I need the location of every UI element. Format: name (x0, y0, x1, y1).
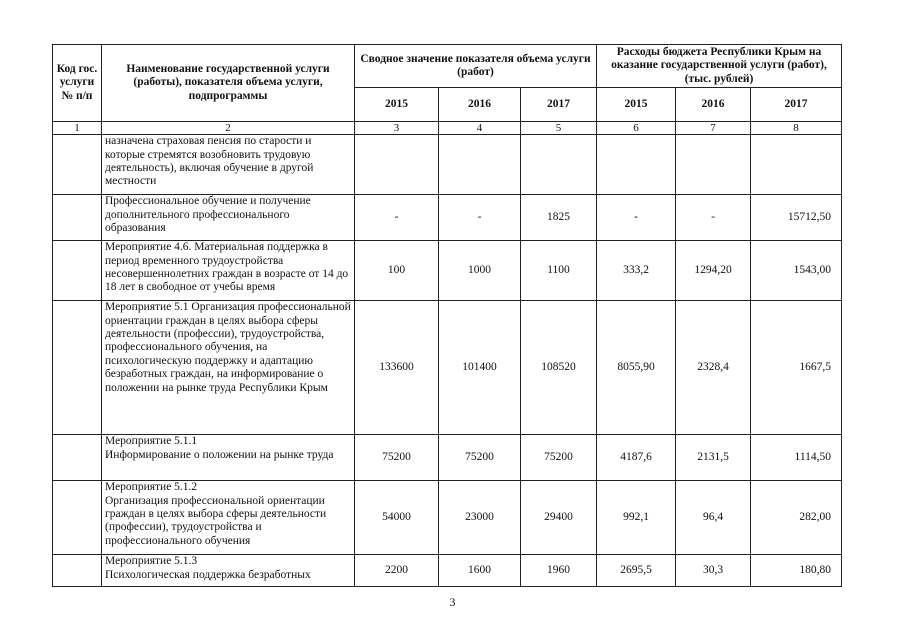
row-name: Профессиональное обучение и получение дополнительного профессионального образования (102, 195, 355, 241)
volume-2016 (439, 135, 521, 195)
budget-table (52, 44, 842, 587)
volume-2015: 75200 (355, 435, 439, 481)
budget-2015: - (597, 195, 676, 241)
budget-2017: 1543,00 (751, 241, 842, 301)
table-row (53, 135, 842, 195)
volume-2017: 1100 (521, 241, 597, 301)
volume-2017: 1960 (521, 555, 597, 587)
volume-2017: 29400 (521, 481, 597, 555)
table-row (53, 555, 842, 587)
row-name: Мероприятие 5.1.1 Информирование о положении на рынке труда (102, 435, 355, 481)
column-number: 8 (751, 122, 842, 135)
volume-2016: 1000 (439, 241, 521, 301)
table-row (53, 435, 842, 481)
header-year: 2016 (676, 88, 751, 122)
volume-2015: 2200 (355, 555, 439, 587)
table-row (53, 241, 842, 301)
budget-2015: 2695,5 (597, 555, 676, 587)
budget-2017: 180,80 (751, 555, 842, 587)
volume-2017: 108520 (521, 301, 597, 435)
budget-2016: 1294,20 (676, 241, 751, 301)
volume-2016: 75200 (439, 435, 521, 481)
volume-2015: 133600 (355, 301, 439, 435)
column-number: 1 (53, 122, 102, 135)
budget-2017: 15712,50 (751, 195, 842, 241)
header-year: 2015 (597, 88, 676, 122)
budget-2016: 30,3 (676, 555, 751, 587)
header-budget-group: Расходы бюджета Республики Крым на оказание государственной услуги (работ), (тыс. рублей) (597, 45, 842, 88)
volume-2016: 101400 (439, 301, 521, 435)
row-name: назначена страховая пенсия по старости и которые стремятся возобновить трудовую деятельность), включая обучение в другой местности (102, 135, 355, 195)
budget-2016: - (676, 195, 751, 241)
header-volume-group: Сводное значение показателя объема услуги (работ) (355, 45, 597, 88)
row-name: Мероприятие 5.1 Организация профессиональной ориентации граждан в целях выбора сферы деятельности (профессии), трудоустройства, профессионального обучения, на психологическую поддержку и адаптацию безработных граждан, на информирование о положении на рынке труда Республики Крым (102, 301, 355, 435)
header-year: 2017 (751, 88, 842, 122)
page-number: 3 (449, 595, 456, 609)
row-code (53, 195, 102, 241)
row-name: Мероприятие 5.1.3 Психологическая поддержка безработных (102, 555, 355, 587)
budget-2016: 2131,5 (676, 435, 751, 481)
column-number: 4 (439, 122, 521, 135)
volume-2015: 100 (355, 241, 439, 301)
budget-2017 (751, 135, 842, 195)
volume-2016: - (439, 195, 521, 241)
column-numbers-row (53, 122, 842, 135)
row-code (53, 481, 102, 555)
column-number: 3 (355, 122, 439, 135)
budget-2015: 4187,6 (597, 435, 676, 481)
row-name: Мероприятие 4.6. Материальная поддержка в период временного трудоустройства несовершеннолетних граждан в возрасте от 14 до 18 лет в свободное от учебы время (102, 241, 355, 301)
row-code (53, 241, 102, 301)
budget-2015 (597, 135, 676, 195)
budget-2016: 2328,4 (676, 301, 751, 435)
column-number: 6 (597, 122, 676, 135)
column-number: 5 (521, 122, 597, 135)
column-number: 2 (102, 122, 355, 135)
header-year: 2016 (439, 88, 521, 122)
volume-2017: 1825 (521, 195, 597, 241)
header-year: 2017 (521, 88, 597, 122)
row-code (53, 135, 102, 195)
row-code (53, 435, 102, 481)
budget-2015: 8055,90 (597, 301, 676, 435)
table-row (53, 195, 842, 241)
volume-2016: 1600 (439, 555, 521, 587)
table-row (53, 301, 842, 435)
header-year: 2015 (355, 88, 439, 122)
budget-2015: 333,2 (597, 241, 676, 301)
header-name: Наименование государственной услуги (работы), показателя объема услуги, подпрограммы (102, 45, 355, 122)
header-code: Код гос. услуги № п/п (53, 45, 102, 122)
budget-2017: 1667,5 (751, 301, 842, 435)
volume-2017: 75200 (521, 435, 597, 481)
budget-2017: 282,00 (751, 481, 842, 555)
volume-2015 (355, 135, 439, 195)
volume-2015: - (355, 195, 439, 241)
volume-2017 (521, 135, 597, 195)
row-code (53, 555, 102, 587)
volume-2016: 23000 (439, 481, 521, 555)
table-row (53, 481, 842, 555)
budget-2016: 96,4 (676, 481, 751, 555)
budget-2016 (676, 135, 751, 195)
budget-2017: 1114,50 (751, 435, 842, 481)
volume-2015: 54000 (355, 481, 439, 555)
row-name: Мероприятие 5.1.2 Организация профессиональной ориентации граждан в целях выбора сферы деятельности (профессии), трудоустройства и профессионального обучения (102, 481, 355, 555)
row-code (53, 301, 102, 435)
column-number: 7 (676, 122, 751, 135)
budget-2015: 992,1 (597, 481, 676, 555)
